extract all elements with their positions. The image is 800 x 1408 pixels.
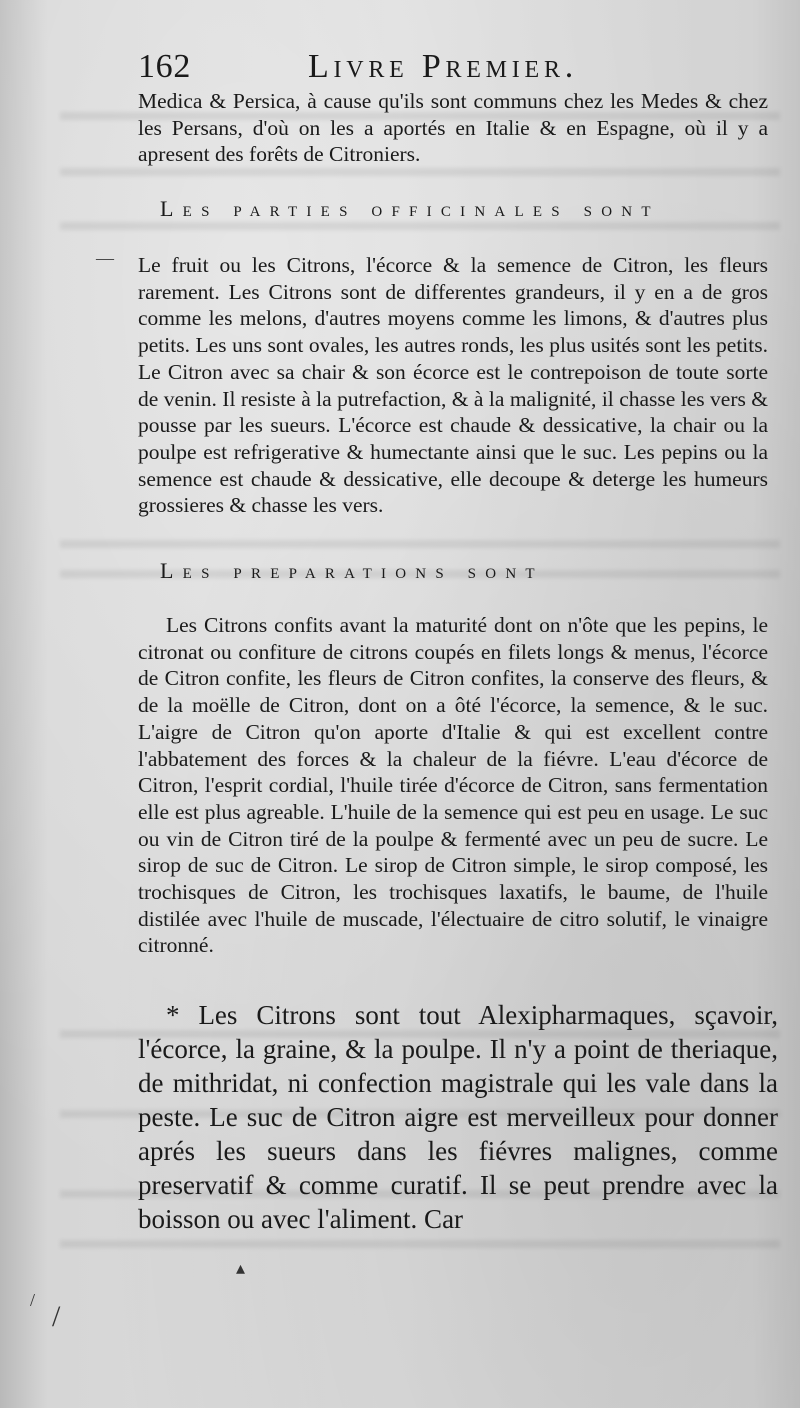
ink-speck-mark: ▴: [236, 1258, 246, 1278]
section-officinal-parts: [138, 252, 768, 519]
preparations-text: Les Citrons confits avant la maturité dont on n'ôte que les pepins, le citronat ou confiture de citrons coupés en filets longs & menus, l'écorce de Citron confite, les fleurs de Citron confites, la conserve des fleurs, & de la moëlle de Citron, dont on a ôté l'écorce, la semence, & le suc. L'aigre de Citron qu'on aporte d'Italie & qui est excellent contre l'abbatement des forces & la chaleur de la fiévre. L'eau d'écorce de Citron, l'esprit cordial, l'huile tirée d'écorce de Citron, sans fermentation elle est plus agreable. L'huile de la semence qui est peu en usage. Le suc ou vin de Citron tiré de la poulpe & fermenté avec un peu de sucre. Le sirop de suc de Citron. Le sirop de Citron simple, le sirop composé, les trochisques de Citron, les trochisques laxatifs, le baume, de l'huile distilée avec l'huile de muscade, l'électuaire de citro solutif, le vinaigre citronné.: [138, 613, 768, 958]
running-title: Livre Premier.: [308, 48, 578, 85]
annotation-paragraph: [138, 998, 778, 1236]
page-number: 162: [138, 48, 192, 85]
section-heading-preparations: Les preparations sont: [160, 558, 544, 583]
annotation-text: * Les Citrons sont tout Alexipharmaques, sçavoir, l'écorce, la graine, & la poulpe. Il n'y a point de theriaque, de mithridat, ni confection magistrale qui les vale dans la peste. Le suc de Citron aigre est merveilleux pour donner aprés les sueurs dans les fiévres malignes, comme preservatif & comme curatif. Il se peut prendre avec la boisson ou avec l'aliment. Car: [138, 1000, 778, 1234]
intro-paragraph: [138, 88, 768, 168]
section-preparations: [138, 612, 768, 959]
intro-text: Medica & Persica, à cause qu'ils sont communs chez les Medes & chez les Persans, d'où on les a aportés en Italie & en Espagne, où il y a apresent des forêts de Citroniers.: [138, 89, 768, 167]
margin-stroke-mark: /: [52, 1300, 61, 1333]
margin-stroke-mark: /: [30, 1290, 36, 1310]
running-head: [138, 48, 768, 88]
officinal-parts-text: Le fruit ou les Citrons, l'écorce & la semence de Citron, les fleurs rarement. Les Citrons sont de differentes grandeurs, il y en a de gros comme les melons, d'autres moyens comme les limons, & d'autres plus petits. Les uns sont ovales, les autres ronds, les plus usités sont les petits. Le Citron avec sa chair & son écorce est le contrepoison de toute sorte de venin. Il resiste à la putrefaction, & à la malignité, il chasse les vers & pousse par les sueurs. L'écorce est chaude & dessicative, la chair ou la poulpe est refrigerative & humectante ainsi que le suc. Les pepins ou la semence est chaude & dessicative, elle decoupe & deterge les humeurs grossieres & chasse les vers.: [138, 253, 768, 518]
section-heading-officinal-parts: Les parties officinales sont: [160, 196, 660, 221]
margin-dash-mark: —: [96, 248, 114, 268]
